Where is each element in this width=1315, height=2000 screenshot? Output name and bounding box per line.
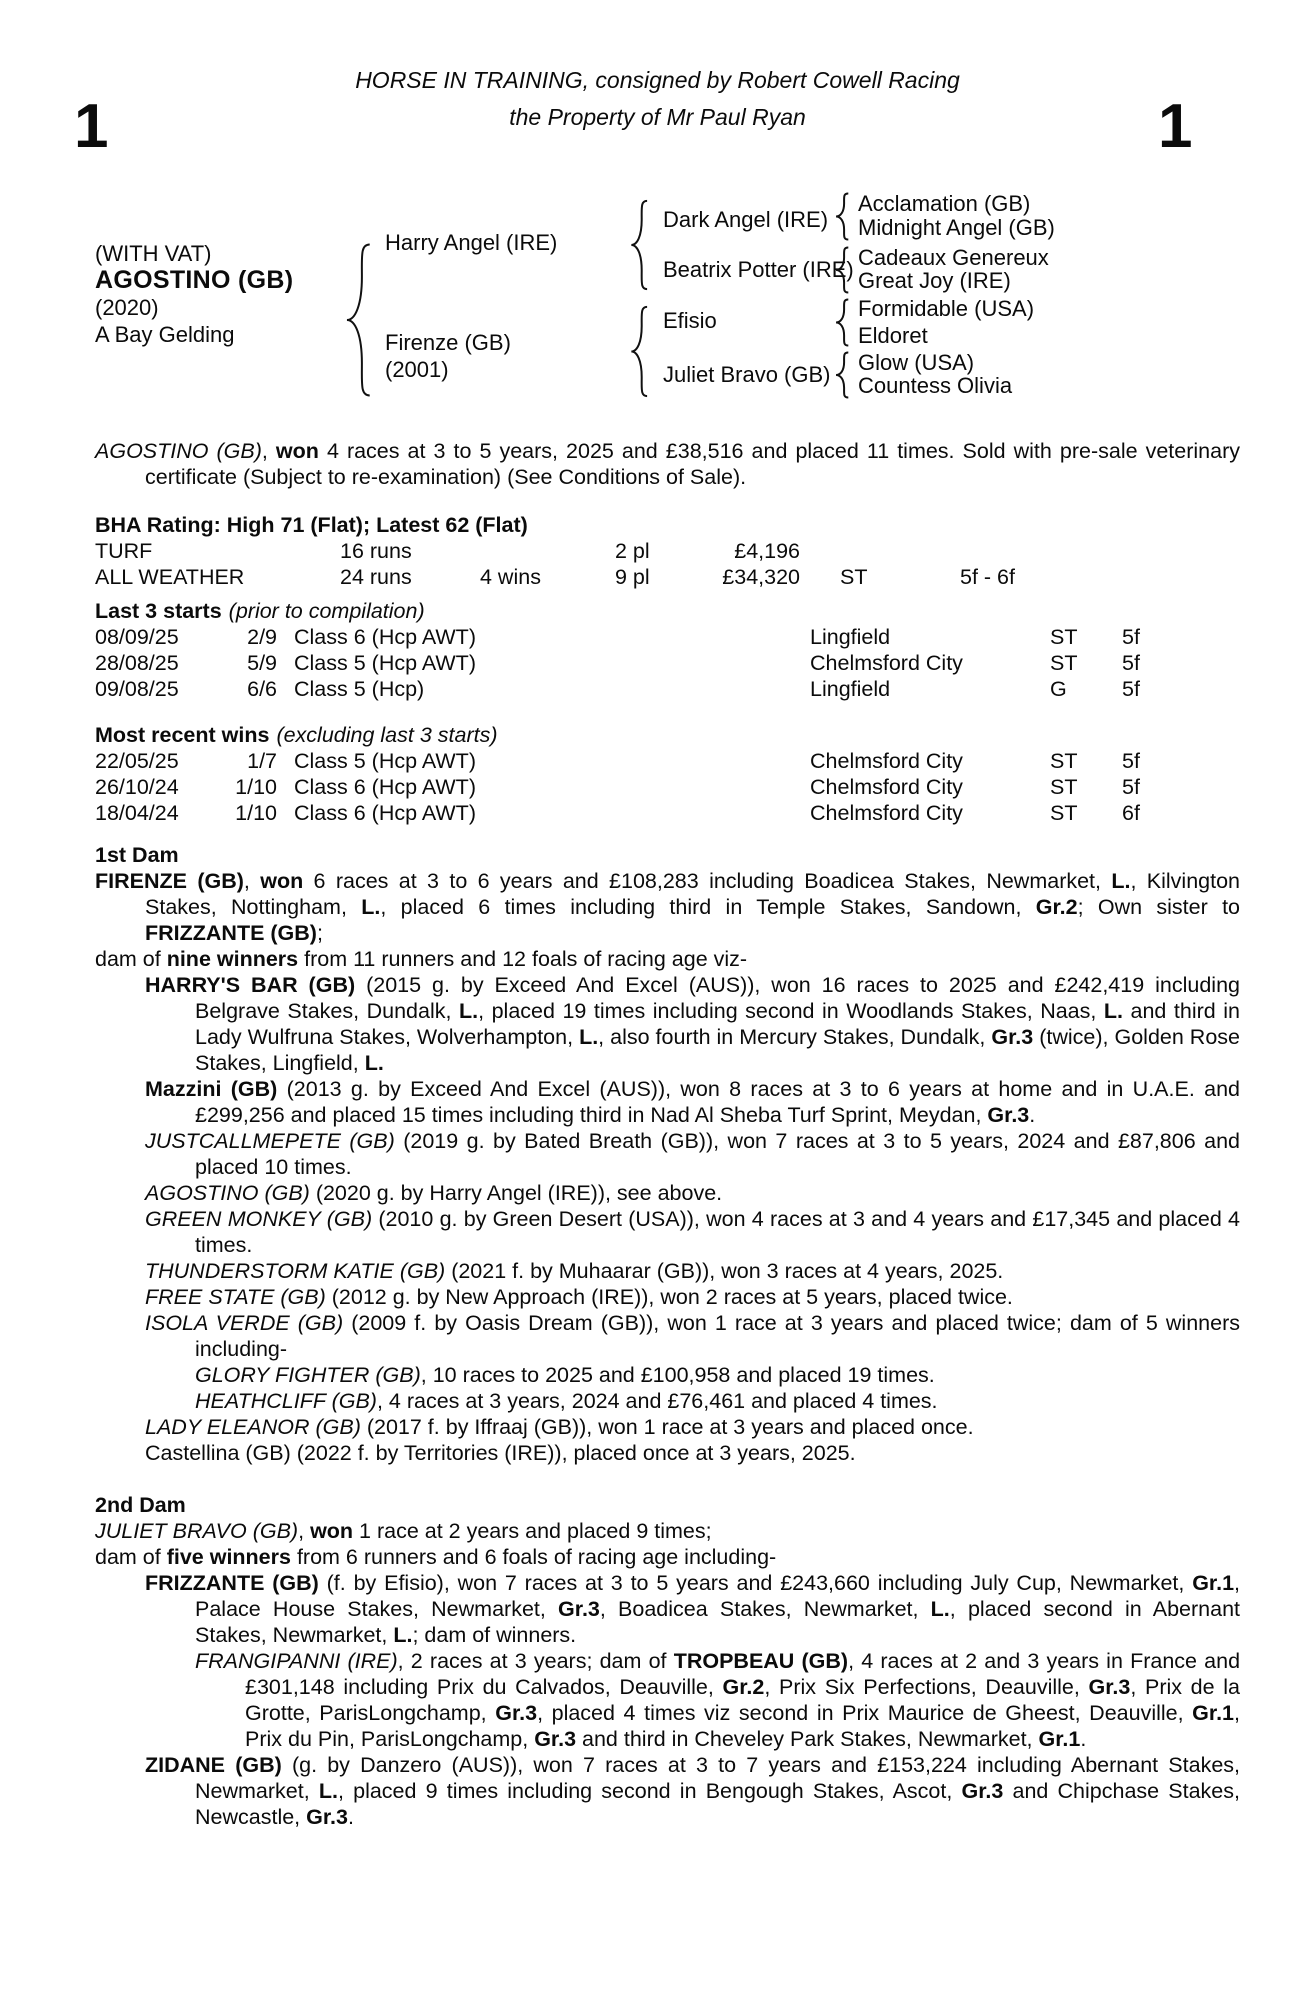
text-segment: (2013 g. by Exceed And Excel (AUS)), won 8 races at 3 to 6 years at home and in U.A.E. and £299,256 and placed 15 times including third in Nad Al Sheba Turf Sprint, Meydan, <box>195 1077 1240 1127</box>
pedigree-brace-sire <box>630 200 648 290</box>
racecourse: Chelmsford City <box>810 749 963 773</box>
distance: 5f <box>1122 775 1140 799</box>
text-segment: 4 races at 3 to 5 years, 2025 and £38,516 and placed 11 times. Sold with pre-sale veterinary certificate (Subject to re-examination) (See Conditions of Sale). <box>145 439 1240 489</box>
text-segment: (twice), Golden Rose Stakes, Lingfield, <box>195 1025 1241 1075</box>
text-segment: , placed second in Abernant Stakes, Newmarket, <box>195 1597 1240 1647</box>
going: ST <box>1050 651 1078 675</box>
surface-label: TURF <box>95 539 153 563</box>
text-segment: Castellina (GB) (2022 f. by Territories (IRE)), placed once at 3 years, 2025. <box>145 1441 856 1465</box>
pedigree-paragraph <box>95 1284 1240 1310</box>
earnings-value: £34,320 <box>722 565 800 589</box>
pedigree-brace-gen3 <box>835 299 849 346</box>
pedigree-brace-gen3 <box>835 247 849 293</box>
text-segment: , also fourth in Mercury Stakes, Dundalk, <box>598 1025 992 1049</box>
race-row <box>95 774 1240 800</box>
section-title: Last 3 starts <box>95 599 222 623</box>
pedigree-paragraph <box>95 1362 1240 1388</box>
finish-position: 5/9 <box>247 651 277 675</box>
text-segment: L. <box>393 1623 413 1647</box>
pedigree-paragraph <box>95 1180 1240 1206</box>
last-starts-section <box>95 598 1240 702</box>
text-segment: , <box>261 439 276 463</box>
section-title: Most recent wins <box>95 723 270 747</box>
finish-position: 2/9 <box>247 625 277 649</box>
pedigree-brace-gen3 <box>835 193 849 240</box>
finish-position: 1/7 <box>247 749 277 773</box>
pedigree-paragraph <box>95 1518 1240 1544</box>
pedigree-paragraph <box>95 1440 1240 1466</box>
pedigree-paragraph <box>95 1076 1240 1128</box>
race-summary <box>95 438 1240 490</box>
text-segment: ; Own sister to <box>1077 895 1241 919</box>
text-segment: and third in Lady Wulfruna Stakes, Wolverhampton, <box>195 999 1240 1049</box>
race-class: Class 5 (Hcp AWT) <box>294 749 476 773</box>
second-dam-section <box>95 1492 1240 1830</box>
text-segment: dam of <box>95 1545 167 1569</box>
text-segment: 1 race at 2 years and placed 9 times; <box>353 1519 712 1543</box>
bha-rating-title: BHA Rating: High 71 (Flat); Latest 62 (Flat) <box>95 513 528 537</box>
dam-name: Firenze (GB) <box>385 330 511 355</box>
text-segment: , 4 races at 2 and 3 years in France and £301,148 including Prix du Calvados, Deauville, <box>245 1649 1241 1699</box>
section-note: (excluding last 3 starts) <box>276 723 498 747</box>
racecourse: Lingfield <box>810 625 891 649</box>
text-segment: . <box>1029 1103 1036 1127</box>
race-row <box>95 624 1240 650</box>
pedigree-paragraph <box>95 972 1240 1076</box>
pedigree-brace-gen3 <box>835 352 849 398</box>
text-segment: (2019 g. by Bated Breath (GB)), won 7 races at 3 to 5 years, 2024 and £87,806 and placed 10 times. <box>195 1129 1240 1179</box>
text-segment: , Prix du Pin, ParisLongchamp, <box>245 1701 1240 1751</box>
sire-name: Harry Angel (IRE) <box>385 230 558 255</box>
race-date: 18/04/24 <box>95 801 179 825</box>
section-note: (prior to compilation) <box>228 599 425 623</box>
text-segment: HARRY'S BAR (GB) <box>145 973 356 997</box>
pedigree-paragraph <box>95 1570 1240 1648</box>
second-dam-heading: 2nd Dam <box>95 1493 186 1517</box>
ancestor-name: Eldoret <box>858 323 928 348</box>
text-segment: TROPBEAU (GB) <box>673 1649 849 1673</box>
text-segment: Gr.3 <box>991 1025 1034 1049</box>
text-segment: Gr.3 <box>1088 1675 1131 1699</box>
text-segment: L. <box>458 999 479 1023</box>
text-segment: FRIZZANTE (GB) <box>145 1571 319 1595</box>
first-dam-heading: 1st Dam <box>95 843 179 867</box>
text-segment: Gr.3 <box>961 1779 1004 1803</box>
text-segment: L. <box>318 1779 338 1803</box>
going: ST <box>1050 625 1078 649</box>
runs-value: 16 runs <box>340 539 412 563</box>
vat-note: (WITH VAT) <box>95 241 212 266</box>
recent-wins-section <box>95 722 1240 826</box>
finish-position: 6/6 <box>247 677 277 701</box>
recent-wins-heading <box>95 722 1240 748</box>
text-segment: (2017 f. by Iffraaj (GB)), won 1 race at 3 years and placed once. <box>360 1415 974 1439</box>
text-segment: , <box>243 869 261 893</box>
text-segment: LADY ELEANOR (GB) <box>145 1415 361 1439</box>
text-segment: Gr.1 <box>1192 1571 1235 1595</box>
pedigree-subject <box>95 240 293 348</box>
text-segment: , placed 19 times including second in Woodlands Stakes, Naas, <box>478 999 1104 1023</box>
horse-description: A Bay Gelding <box>95 322 235 347</box>
race-row <box>95 748 1240 774</box>
text-segment: L. <box>930 1597 950 1621</box>
text-segment: and Chipchase Stakes, Newcastle, <box>195 1779 1240 1829</box>
places-value: 9 pl <box>615 565 650 589</box>
text-segment: (2020 g. by Harry Angel (IRE)), see above. <box>309 1181 723 1205</box>
text-segment: (2009 f. by Oasis Dream (GB)), won 1 race at 3 years and placed twice; dam of 5 winners including- <box>195 1311 1240 1361</box>
granddam-name: Juliet Bravo (GB) <box>663 362 831 387</box>
text-segment: Gr.2 <box>722 1675 765 1699</box>
lot-number-right: 1 <box>1158 92 1193 161</box>
text-segment: Gr.3 <box>534 1727 577 1751</box>
race-class: Class 5 (Hcp) <box>294 677 425 701</box>
distance-range: 5f - 6f <box>960 565 1015 589</box>
text-segment: nine winners <box>166 947 299 971</box>
race-date: 22/05/25 <box>95 749 179 773</box>
pedigree-paragraph <box>95 1206 1240 1258</box>
pedigree-brace-gen1 <box>345 243 371 397</box>
pedigree-paragraph <box>95 946 1240 972</box>
ancestor-name: Countess Olivia <box>858 373 1013 398</box>
horse-name: AGOSTINO (GB) <box>95 266 294 294</box>
text-segment: , 2 races at 3 years; dam of <box>397 1649 674 1673</box>
text-segment: JUSTCALLMEPETE (GB) <box>145 1129 395 1153</box>
text-segment: L. <box>1111 869 1131 893</box>
racecourse: Chelmsford City <box>810 651 963 675</box>
text-segment: Gr.3 <box>558 1597 600 1621</box>
foaling-year: (2020) <box>95 295 159 320</box>
text-segment: L. <box>579 1025 599 1049</box>
text-segment: ; dam of winners. <box>412 1623 577 1647</box>
going: G <box>1050 677 1067 701</box>
text-segment: Gr.3 <box>495 1701 538 1725</box>
surface-label: ALL WEATHER <box>95 565 245 589</box>
text-segment: five winners <box>166 1545 291 1569</box>
text-segment: FRIZZANTE (GB) <box>145 921 317 945</box>
text-segment: (2012 g. by New Approach (IRE)), won 2 races at 5 years, placed twice. <box>325 1285 1013 1309</box>
text-segment: won <box>310 1519 354 1543</box>
racecourse: Lingfield <box>810 677 891 701</box>
text-segment: ; <box>316 921 323 945</box>
distance-range <box>960 538 1240 564</box>
places-value: 2 pl <box>615 539 650 563</box>
race-class: Class 6 (Hcp AWT) <box>294 625 476 649</box>
text-segment: , placed 6 times including third in Temple Stakes, Sandown, <box>380 895 1036 919</box>
text-segment: JULIET BRAVO (GB) <box>95 1519 299 1543</box>
race-row <box>95 676 1240 702</box>
text-segment: AGOSTINO (GB) <box>95 439 262 463</box>
text-segment: THUNDERSTORM KATIE (GB) <box>145 1259 446 1283</box>
text-segment: won <box>260 869 304 893</box>
race-date: 09/08/25 <box>95 677 179 701</box>
race-row <box>95 800 1240 826</box>
text-segment: ISOLA VERDE (GB) <box>145 1311 344 1335</box>
going-value: ST <box>840 565 868 589</box>
ancestor-name: Formidable (USA) <box>858 296 1035 321</box>
race-date: 08/09/25 <box>95 625 179 649</box>
text-segment: 6 races at 3 to 6 years and £108,283 including Boadicea Stakes, Newmarket, <box>303 869 1112 893</box>
runs-value: 24 runs <box>340 565 412 589</box>
page-header <box>0 62 1315 136</box>
page-body <box>95 438 1240 1830</box>
text-segment: dam of <box>95 947 167 971</box>
distance: 5f <box>1122 677 1140 701</box>
text-segment: , placed 4 times viz second in Prix Maurice de Gheest, Deauville, <box>537 1701 1193 1725</box>
pedigree-paragraph <box>95 1388 1240 1414</box>
going: ST <box>1050 801 1078 825</box>
race-class: Class 6 (Hcp AWT) <box>294 801 476 825</box>
race-date: 26/10/24 <box>95 775 179 799</box>
going: ST <box>1050 775 1078 799</box>
grandsire-name: Dark Angel (IRE) <box>663 207 829 232</box>
consignor-line: HORSE IN TRAINING, consigned by Robert Cowell Racing <box>355 67 960 93</box>
pedigree-paragraph <box>95 1128 1240 1180</box>
text-segment: (2021 f. by Muhaarar (GB)), won 3 races at 4 years, 2025. <box>445 1259 1004 1283</box>
distance: 6f <box>1122 801 1140 825</box>
bha-rating-section <box>95 512 1240 590</box>
granddam-name: Beatrix Potter (IRE) <box>663 257 854 282</box>
text-segment: , <box>298 1519 311 1543</box>
text-segment: AGOSTINO (GB) <box>145 1181 310 1205</box>
ancestor-name: Great Joy (IRE) <box>858 268 1011 293</box>
pedigree-paragraph <box>95 1648 1240 1752</box>
text-segment: (2015 g. by Exceed And Excel (AUS)), won 16 races to 2025 and £242,419 including Belgrave Stakes, Dundalk, <box>195 973 1240 1023</box>
text-segment: , 10 races to 2025 and £100,958 and placed 19 times. <box>420 1363 935 1387</box>
race-date: 28/08/25 <box>95 651 179 675</box>
text-segment: (2010 g. by Green Desert (USA)), won 4 races at 3 and 4 years and £17,345 and placed 4 times. <box>195 1207 1240 1257</box>
text-segment: FREE STATE (GB) <box>145 1285 326 1309</box>
racecourse: Chelmsford City <box>810 801 963 825</box>
text-segment: L. <box>361 895 381 919</box>
wins-value <box>480 538 615 564</box>
race-class: Class 5 (Hcp AWT) <box>294 651 476 675</box>
race-row <box>95 650 1240 676</box>
ancestor-name: Acclamation (GB) <box>858 191 1031 216</box>
last-starts-heading <box>95 598 1240 624</box>
pedigree-paragraph <box>95 1310 1240 1362</box>
text-segment: . <box>347 1805 354 1829</box>
text-segment: L. <box>364 1051 384 1075</box>
text-segment: , 4 races at 3 years, 2024 and £76,461 and placed 4 times. <box>376 1389 938 1413</box>
pedigree-paragraph <box>95 868 1240 946</box>
text-segment: Mazzini (GB) <box>145 1077 278 1101</box>
text-segment: ZIDANE (GB) <box>145 1753 282 1777</box>
text-segment: Gr.3 <box>306 1805 348 1829</box>
property-line: the Property of Mr Paul Ryan <box>509 104 806 130</box>
race-class: Class 6 (Hcp AWT) <box>294 775 476 799</box>
pedigree-paragraph <box>95 1544 1240 1570</box>
ancestor-name: Glow (USA) <box>858 350 975 375</box>
earnings-value: £4,196 <box>734 539 800 563</box>
going-value <box>840 538 960 564</box>
first-dam-section <box>95 842 1240 1466</box>
text-segment: L. <box>1103 999 1123 1023</box>
lot-number-left: 1 <box>74 92 109 161</box>
text-segment: (f. by Efisio), won 7 races at 3 to 5 years and £243,660 including July Cup, Newmarket, <box>318 1571 1193 1595</box>
text-segment: FRANGIPANNI (IRE) <box>195 1649 398 1673</box>
text-segment: FIRENZE (GB) <box>95 869 244 893</box>
text-segment: Gr.1 <box>1192 1701 1235 1725</box>
pedigree-paragraph <box>95 1258 1240 1284</box>
pedigree-brace-dam <box>630 306 648 397</box>
text-segment: from 11 runners and 12 foals of racing age viz- <box>298 947 748 971</box>
text-segment: Gr.2 <box>1035 895 1078 919</box>
text-segment: , Prix de la Grotte, ParisLongchamp, <box>245 1675 1240 1725</box>
finish-position: 1/10 <box>235 801 277 825</box>
text-segment: and third in Cheveley Park Stakes, Newmarket, <box>576 1727 1039 1751</box>
pedigree-paragraph <box>95 1414 1240 1440</box>
wins-value: 4 wins <box>480 565 541 589</box>
stats-row-turf <box>95 538 1240 564</box>
text-segment: Gr.3 <box>987 1103 1030 1127</box>
text-segment: GREEN MONKEY (GB) <box>145 1207 373 1231</box>
text-segment: (g. by Danzero (AUS)), won 7 races at 3 to 7 years and £153,224 including Abernant Stakes, Newmarket, <box>195 1753 1241 1803</box>
ancestor-name: Midnight Angel (GB) <box>858 215 1055 240</box>
distance: 5f <box>1122 749 1140 773</box>
going: ST <box>1050 749 1078 773</box>
dam-year: (2001) <box>385 357 449 382</box>
text-segment: , Palace House Stakes, Newmarket, <box>195 1571 1241 1621</box>
text-segment: GLORY FIGHTER (GB) <box>195 1363 421 1387</box>
text-segment: . <box>1080 1727 1087 1751</box>
text-segment: from 6 runners and 6 foals of racing age including- <box>290 1545 777 1569</box>
text-segment: , Prix Six Perfections, Deauville, <box>764 1675 1089 1699</box>
text-segment: HEATHCLIFF (GB) <box>195 1389 377 1413</box>
distance: 5f <box>1122 651 1140 675</box>
text-segment: won <box>275 439 319 463</box>
grandsire-name: Efisio <box>663 308 717 333</box>
text-segment: , Boadicea Stakes, Newmarket, <box>599 1597 931 1621</box>
distance: 5f <box>1122 625 1140 649</box>
text-segment: Gr.1 <box>1038 1727 1081 1751</box>
text-segment: , placed 9 times including second in Bengough Stakes, Ascot, <box>337 1779 962 1803</box>
stats-row-allweather <box>95 564 1240 590</box>
text-segment: , Kilvington Stakes, Nottingham, <box>145 869 1241 919</box>
ancestor-name: Cadeaux Genereux <box>858 245 1049 270</box>
pedigree-paragraph <box>95 1752 1240 1830</box>
racecourse: Chelmsford City <box>810 775 963 799</box>
finish-position: 1/10 <box>235 775 277 799</box>
